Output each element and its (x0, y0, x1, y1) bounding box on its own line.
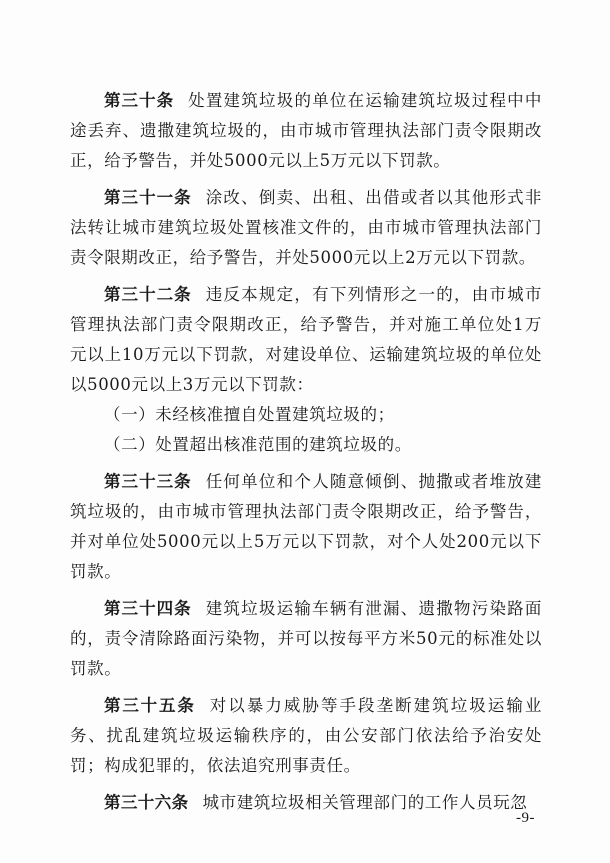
article-text: 任何单位和个人随意倾倒、抛撒或者堆放建筑垃圾的，由市城市管理执法部门责令限期改正，给予警告，并对单位处5000元以上5万元以下罚款，对个人处200元以下罚款。 (70, 472, 543, 581)
article-text: 涂改、倒卖、出租、出借或者以其他形式非法转让城市建筑垃圾处置核准文件的，由市城市管理执法部门责令限期改正，给予警告，并处5000元以上2万元以下罚款。 (70, 188, 543, 267)
article-34 (70, 594, 542, 684)
article-32 (70, 280, 542, 400)
article-30 (70, 86, 542, 176)
article-title: 第三十六条 (104, 793, 189, 812)
article-33 (70, 467, 542, 587)
article-32-item-1: （一）未经核准擅自处置建筑垃圾的； (104, 405, 395, 424)
article-36 (70, 788, 542, 818)
article-title: 第三十二条 (104, 285, 192, 304)
page-number: -9- (516, 810, 535, 826)
article-35 (70, 691, 542, 781)
article-title: 第三十条 (104, 91, 175, 110)
article-title: 第三十五条 (104, 696, 196, 715)
article-text: 对以暴力威胁等手段垄断建筑垃圾运输业务、扰乱建筑垃圾运输秩序的，由公安部门依法给予治安处罚；构成犯罪的，依法追究刑事责任。 (70, 696, 542, 775)
article-text: 建筑垃圾运输车辆有泄漏、遗撒物污染路面的，责令清除路面污染物，并可以按每平方米50元的标准处以罚款。 (70, 599, 543, 678)
article-31 (70, 183, 542, 273)
article-title: 第三十四条 (104, 599, 192, 618)
article-text: 违反本规定，有下列情形之一的，由市城市管理执法部门责令限期改正，给予警告，并对施工单位处1万元以上10万元以下罚款，对建设单位、运输建筑垃圾的单位处以5000元以上3万元以下罚款： (70, 285, 543, 394)
article-text: 处置建筑垃圾的单位在运输建筑垃圾过程中中途丢弃、遗撒建筑垃圾的，由市城市管理执法部门责令限期改正，给予警告，并处5000元以上5万元以下罚款。 (70, 91, 542, 170)
article-text: 城市建筑垃圾相关管理部门的工作人员玩忽 (202, 793, 528, 812)
document-body (70, 86, 542, 825)
article-32-item-2: （二）处置超出核准范围的建筑垃圾的。 (104, 435, 412, 454)
article-title: 第三十三条 (104, 472, 192, 491)
article-title: 第三十一条 (104, 188, 192, 207)
